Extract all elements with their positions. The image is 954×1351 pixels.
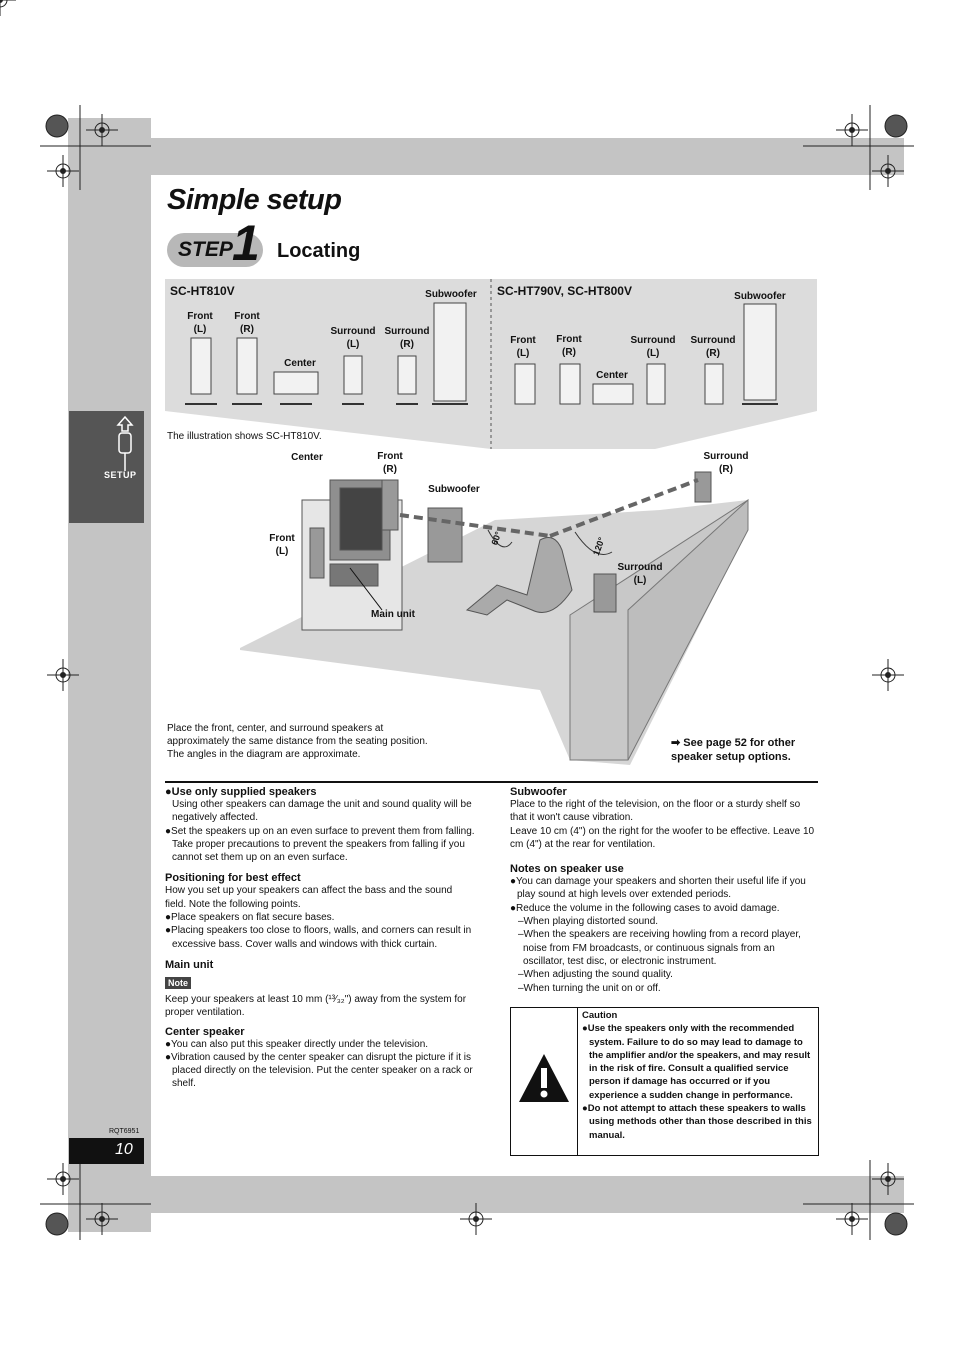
- label-subwoofer: Subwoofer: [428, 484, 480, 495]
- label-main-unit: Main unit: [371, 609, 415, 620]
- bullet-item: ●Set the speakers up on an even surface to prevent them from falling. Take proper precautions to prevent the speakers from falling if you cannot set them up on an even surface.: [165, 825, 475, 864]
- crosshair-icon: [86, 114, 118, 146]
- speaker-label: Center: [596, 370, 628, 381]
- side-tab-label: SETUP: [104, 470, 137, 480]
- label-center: Center: [291, 452, 323, 463]
- illustration-note: The illustration shows SC-HT810V.: [167, 431, 322, 442]
- crosshair-icon: [47, 659, 79, 691]
- subwoofer-heading: Subwoofer: [510, 786, 567, 798]
- bullet-item: ●Reduce the volume in the following cases to avoid damage.: [510, 902, 780, 914]
- caution-text: [582, 1009, 816, 1142]
- page-title: Simple setup: [167, 184, 342, 216]
- caution-title: Caution: [582, 1010, 618, 1021]
- speaker-label: Front (L): [187, 311, 213, 335]
- speaker-label: Front (R): [556, 334, 582, 358]
- speaker-label: Center: [284, 358, 316, 369]
- model-left-name: SC-HT810V: [170, 284, 235, 298]
- speaker-label: Subwoofer: [734, 291, 786, 302]
- paragraph: How you set up your speakers can affect the bass and the sound field. Note the following points.: [165, 885, 453, 910]
- dash-item: –When the speakers are receiving howling from a record player, noise from FM broadcasts, or continuous signals from an oscillator, test disc, or electronic instrument.: [518, 929, 801, 967]
- placement-note: Place the front, center, and surround speakers at approximately the same distance from the seating position. The angles in the diagram are approximate.: [167, 723, 428, 760]
- crosshair-icon: [47, 155, 79, 187]
- caution-item: ●Use the speakers only with the recommended system. Failure to do so may lead to damage to the amplifier and/or the speakers, and may result in the risk of fire. Consult a qualified service person if damage has occurred or if you experience a sudden change in performance.: [582, 1023, 811, 1101]
- right-column: [510, 786, 818, 995]
- left-column: [165, 786, 475, 1091]
- paragraph: Place to the right of the television, on the floor or a sturdy shelf so that it won't cause vibration.: [510, 799, 801, 824]
- speaker-label: Surround (R): [690, 335, 736, 359]
- speaker-label: Surround (L): [630, 335, 676, 359]
- note-tag: Note: [165, 977, 191, 989]
- step-number: 1: [232, 215, 260, 271]
- paragraph: Using other speakers can damage the unit and sound quality will be negatively affected.: [172, 799, 472, 824]
- crosshair-icon: [872, 155, 904, 187]
- label-front-r: Front (R): [377, 451, 403, 475]
- paragraph: Keep your speakers at least 10 mm (¹³⁄₃₂") away from the system for proper ventilation.: [165, 993, 467, 1019]
- label-surround-l: Surround (L): [617, 562, 663, 586]
- speaker-label: Front (R): [234, 311, 260, 335]
- bullet-item: ●Placing speakers too close to floors, walls, and corners can result in excessive bass. Cover walls and windows with thick curtain.: [165, 925, 472, 950]
- see-page-note: ➡ See page 52 for other speaker setup options.: [671, 737, 796, 763]
- bullet-item: ●Vibration caused by the center speaker can disrupt the picture if it is placed directly on the television. Put the center speaker on a rack or shelf.: [165, 1051, 473, 1090]
- speaker-row-left: [180, 300, 480, 410]
- setup-icon: [110, 415, 140, 473]
- page-number: 10: [115, 1141, 133, 1158]
- step-label: Locating: [277, 240, 361, 262]
- crosshair-icon: [86, 1203, 118, 1235]
- dash-item: –When playing distorted sound.: [518, 916, 659, 928]
- warning-icon: [517, 1052, 571, 1104]
- bullet-item: ●You can also put this speaker directly under the television.: [165, 1038, 429, 1050]
- crosshair-icon: [47, 1163, 79, 1195]
- speaker-label: Surround (R): [384, 326, 430, 350]
- speaker-label: Subwoofer: [425, 289, 477, 300]
- crosshair-icon: [836, 114, 868, 146]
- speaker-label: Front (L): [510, 335, 536, 359]
- crosshair-icon: [872, 659, 904, 691]
- speaker-row-right: [505, 300, 795, 410]
- section-divider: [165, 781, 818, 783]
- label-front-l: Front (L): [269, 533, 295, 557]
- crosshair-icon: [872, 1163, 904, 1195]
- notes-heading: Notes on speaker use: [510, 863, 624, 876]
- caution-item: ●Do not attempt to attach these speakers to walls using methods other than those described in this manual.: [582, 1103, 812, 1141]
- model-right-name: SC-HT790V, SC-HT800V: [497, 284, 632, 298]
- main-unit-heading: Main unit: [165, 958, 214, 971]
- dash-item: –When adjusting the sound quality.: [518, 969, 673, 981]
- caution-divider: [577, 1007, 578, 1156]
- supplied-speakers-heading: ●Use only supplied speakers: [165, 786, 317, 798]
- crosshair-icon: [460, 1203, 492, 1235]
- label-angle-120: 120°: [590, 535, 607, 557]
- bullet-item: ●You can damage your speakers and shorten their useful life if you play sound at high levels over extended periods.: [510, 876, 806, 901]
- label-angle-60: 60°: [489, 530, 504, 547]
- label-surround-r: Surround (R): [703, 451, 749, 475]
- dash-item: –When turning the unit on or off.: [518, 982, 661, 994]
- paragraph: Leave 10 cm (4") on the right for the woofer to be effective. Leave 10 cm (4") at the rear for ventilation.: [510, 825, 815, 850]
- center-speaker-heading: Center speaker: [165, 1025, 245, 1038]
- speaker-label: Surround (L): [330, 326, 376, 350]
- bullet-item: ●Place speakers on flat secure bases.: [165, 912, 335, 924]
- doc-code: RQT6951: [109, 1128, 140, 1135]
- crosshair-icon: [836, 1203, 868, 1235]
- step-word: STEP: [178, 238, 233, 261]
- positioning-heading: Positioning for best effect: [165, 872, 301, 885]
